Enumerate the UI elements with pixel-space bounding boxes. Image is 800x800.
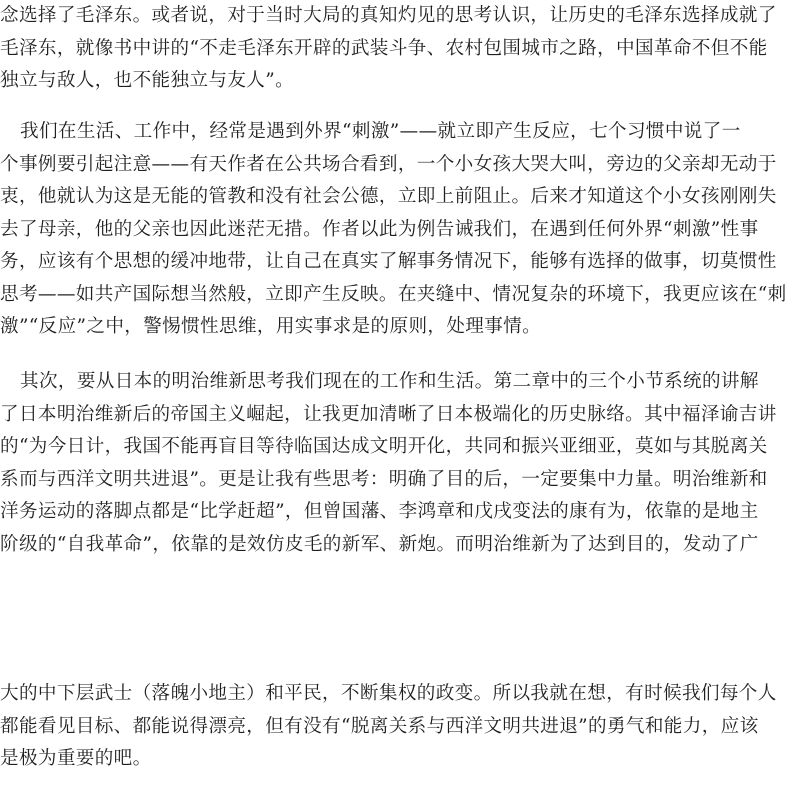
text-line: 系而与西洋文明共进退”。更是让我有些思考：明确了目的后，一定要集中力量。明治维新和 — [0, 468, 768, 490]
text-line: 个事例要引起注意——有天作者在公共场合看到，一个小女孩大哭大叫，旁边的父亲却无动于 — [0, 153, 777, 175]
text-line: 毛泽东，就像书中讲的“不走毛泽东开辟的武装斗争、农村包围城市之路，中国革命不但不能 — [0, 37, 768, 59]
text-line: 独立与敌人，也不能独立与友人”。 — [0, 70, 295, 91]
text-line: 大的中下层武士（落魄小地主）和平民，不断集权的政变。所以我就在想，有时候我们每个人 — [0, 683, 777, 704]
text-line: 我们在生活、工作中，经常是遇到外界“刺激”——就立即产生反应，七个习惯中说了一 — [20, 121, 741, 142]
text-line: 衷，他就认为这是无能的管教和没有社会公德，立即上前阻止。后来才知道这个小女孩刚刚失 — [0, 186, 777, 207]
text-line: 其次，要从日本的明治维新思考我们现在的工作和生活。第二章中的三个小节系统的讲解 — [20, 371, 759, 392]
text-line: 念选择了毛泽东。或者说，对于当时大局的真知灼见的思考认识，让历史的毛泽东选择成就了 — [0, 5, 777, 26]
text-line: 了日本明治维新后的帝国主义崛起，让我更加清晰了日本极端化的历史脉络。其中福泽谕吉讲 — [0, 403, 777, 425]
paragraph-4 — [0, 678, 800, 776]
text-line: 激”“反应”之中，警惕惯性思维，用实事求是的原则，处理事情。 — [0, 316, 542, 337]
text-line: 都能看见目标、都能说得漂亮，但有没有“脱离关系与西洋文明共进退”的勇气和能力，应该 — [0, 715, 759, 737]
text-line: 是极为重要的吧。 — [0, 748, 152, 769]
text-line: 务，应该有个思想的缓冲地带，让自己在真实了解事务情况下，能够有选择的做事，切莫惯性 — [0, 251, 777, 272]
text-line: 去了母亲，他的父亲也因此迷茫无措。作者以此为例告诫我们，在遇到任何外界“刺激”性事 — [0, 218, 759, 240]
text-line: 阶级的“自我革命”，依靠的是效仿皮毛的新军、新炮。而明治维新为了达到目的，发动了广 — [0, 533, 759, 555]
paragraph-1 — [0, 0, 800, 98]
paragraph-2 — [0, 116, 800, 344]
text-line: 思考——如共产国际想当然般，立即产生反映。在夹缝中、情况复杂的环境下，我更应该在“刺 — [0, 283, 787, 305]
text-line: 洋务运动的落脚点都是“比学赶超”，但曾国藩、李鸿章和戊戌变法的康有为，依靠的是地主 — [0, 501, 759, 522]
paragraph-3 — [0, 366, 800, 561]
text-line: 的“为今日计，我国不能再盲目等待临国达成文明开化，共同和振兴亚细亚，莫如与其脱离关 — [0, 436, 768, 457]
